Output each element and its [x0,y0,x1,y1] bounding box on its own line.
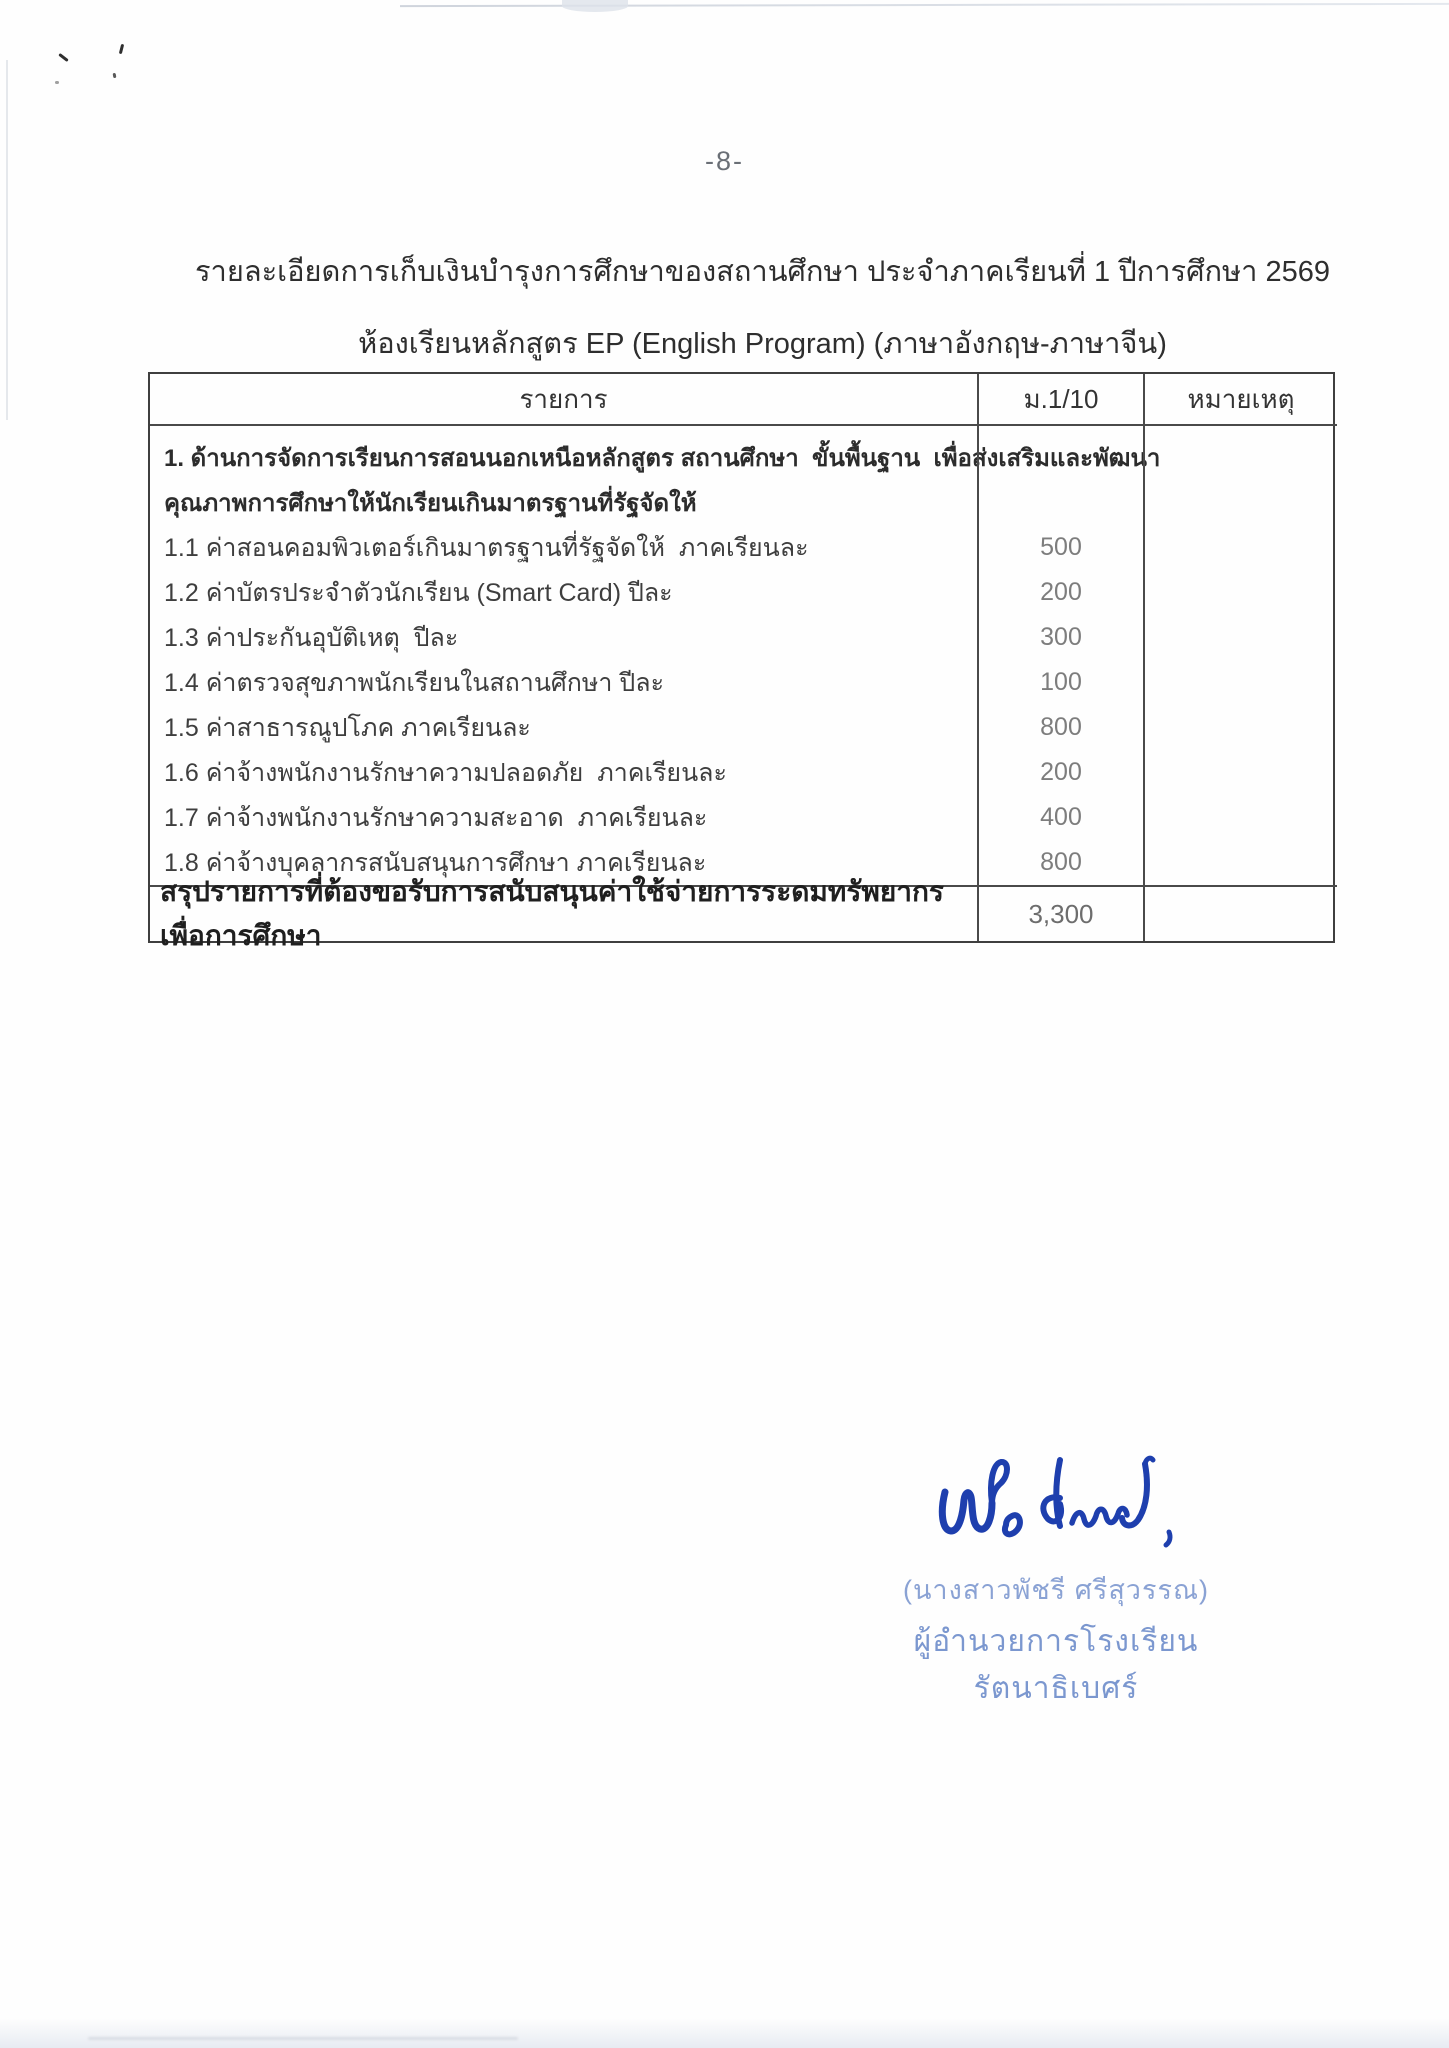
summary-amount: 3,300 [977,885,1143,941]
scan-artifact-top-blob [562,0,628,12]
item-label: 1.5 ค่าสาธารณูปโภค ภาคเรียนละ [164,713,531,742]
section-heading-line-1: 1. ด้านการจัดการเรียนการสอนนอกเหนือหลักสูตร สถานศึกษา ขั้นพื้นฐาน เพื่อส่งเสริมและพัฒนา [164,445,1161,472]
summary-label: สรุปรายการที่ต้องขอรับการสนับสนุนค่าใช้จ่ายการระดมทรัพยากรเพื่อการศึกษา [150,885,977,941]
column-header-item: รายการ [150,374,977,426]
ink-speck [58,53,69,62]
section-heading-line-2: คุณภาพการศึกษาให้นักเรียนเกินมาตรฐานที่รัฐจัดให้ [164,490,697,517]
item-amount: 200 [1040,578,1082,606]
item-amount: 500 [1040,533,1082,561]
signatory-block [858,1568,1254,1712]
item-amount: 800 [1040,848,1082,876]
column-header-remark: หมายเหตุ [1143,374,1337,426]
amount-spacer [979,480,1143,525]
item-amount: 800 [1040,713,1082,741]
signatory-position: ผู้อำนวยการโรงเรียนรัตนาธิเบศร์ [913,1625,1199,1705]
item-label: 1.6 ค่าจ้างพนักงานรักษาความปลอดภัย ภาคเรียนละ [164,758,727,787]
ink-speck [119,44,124,54]
remark-column-cell [1143,426,1337,885]
amount-column-cell [977,426,1143,885]
page-number: -8- [705,146,744,176]
document-title-line-2: ห้องเรียนหลักสูตร EP (English Program) (ภาษาอังกฤษ-ภาษาจีน) [358,328,1167,360]
fee-table [148,372,1335,951]
scan-artifact-bottom-smudge [88,2037,518,2040]
ink-speck [55,81,59,84]
item-amount: 100 [1040,668,1082,696]
signature-ink [938,1450,1198,1570]
signatory-name: (นางสาวพัชรี ศรีสุวรรณ) [902,1575,1210,1605]
item-label: 1.2 ค่าบัตรประจำตัวนักเรียน (Smart Card) ปีละ [164,578,673,607]
document-title-line-1: รายละเอียดการเก็บเงินบำรุงการศึกษาของสถานศึกษา ประจำภาคเรียนที่ 1 ปีการศึกษา 2569 [194,256,1331,288]
ink-speck [113,73,117,78]
item-amount: 300 [1040,623,1082,651]
document-title [38,248,1449,366]
item-amount: 200 [1040,758,1082,786]
column-header-class: ม.1/10 [977,374,1143,426]
scan-artifact-left-line [6,60,8,420]
summary-remark-cell [1143,885,1337,941]
amount-spacer [979,435,1143,480]
item-amount: 400 [1040,803,1082,831]
item-label: 1.1 ค่าสอนคอมพิวเตอร์เกินมาตรฐานที่รัฐจัดให้ ภาคเรียนละ [164,533,809,562]
scan-artifact-bottom-band [0,2018,1449,2048]
item-label: 1.4 ค่าตรวจสุขภาพนักเรียนในสถานศึกษา ปีละ [164,668,664,697]
item-label: 1.3 ค่าประกันอุบัติเหตุ ปีละ [164,623,459,652]
item-label: 1.8 ค่าจ้างบุคลากรสนับสนุนการศึกษา ภาคเรียนละ [164,848,707,877]
scan-artifact-top-line [400,3,1449,7]
item-label: 1.7 ค่าจ้างพนักงานรักษาความสะอาด ภาคเรียนละ [164,803,708,832]
